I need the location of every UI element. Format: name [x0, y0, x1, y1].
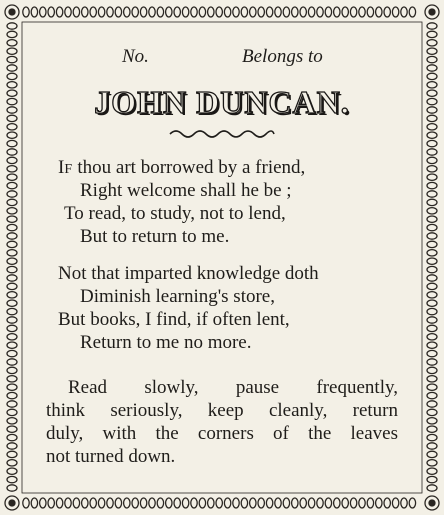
border-loop — [140, 498, 146, 508]
border-loop — [427, 485, 437, 491]
border-loop — [7, 241, 17, 247]
border-loop — [350, 498, 356, 508]
border-loop — [7, 292, 17, 298]
owner-name: JOHN DUNCAN. — [94, 84, 350, 120]
border-loop — [7, 73, 17, 79]
corner-rosette-center — [9, 500, 15, 506]
border-loop — [7, 275, 17, 281]
border-loop — [409, 498, 415, 508]
border-loop — [427, 65, 437, 71]
border-loop — [208, 498, 214, 508]
corner-rosette-center — [429, 9, 435, 15]
border-loop — [300, 7, 306, 17]
corner-rosette-center — [429, 500, 435, 506]
border-loop — [427, 40, 437, 46]
border-loop — [132, 498, 138, 508]
border-loop — [241, 7, 247, 17]
corner-rosette-center — [9, 9, 15, 15]
border-loop — [427, 82, 437, 88]
border-loop — [427, 56, 437, 62]
border-loop — [376, 7, 382, 17]
border-loop — [427, 317, 437, 323]
border-loop — [23, 498, 29, 508]
border-loop — [427, 300, 437, 306]
border-loop — [7, 426, 17, 432]
border-loop — [258, 498, 264, 508]
border-loop — [427, 418, 437, 424]
small-caps-letter: F — [64, 162, 73, 177]
border-loop — [258, 7, 264, 17]
border-loop — [427, 350, 437, 356]
border-loop — [342, 498, 348, 508]
border-loop — [427, 132, 437, 138]
border-loop — [317, 498, 323, 508]
border-loop — [7, 56, 17, 62]
border-loop — [427, 258, 437, 264]
border-loop — [182, 7, 188, 17]
verse-2-line-3: But books, I find, if often lent, — [58, 309, 290, 330]
border-loop — [427, 266, 437, 272]
verse-1-line-3: To read, to study, not to lend, — [64, 203, 286, 224]
border-loop — [48, 498, 54, 508]
border-loop — [266, 7, 272, 17]
border-loop — [427, 392, 437, 398]
border-loop — [7, 418, 17, 424]
border-loop — [140, 7, 146, 17]
border-loop — [7, 376, 17, 382]
border-loop — [7, 132, 17, 138]
border-loop — [427, 334, 437, 340]
border-loop — [427, 308, 437, 314]
border-loop — [427, 241, 437, 247]
border-loop — [427, 476, 437, 482]
border-loop — [233, 7, 239, 17]
border-loop — [334, 498, 340, 508]
border-loop — [199, 498, 205, 508]
border-loop — [115, 7, 121, 17]
border-loop — [191, 498, 197, 508]
border-loop — [427, 208, 437, 214]
border-loop — [7, 359, 17, 365]
border-loop — [427, 174, 437, 180]
border-loop — [149, 7, 155, 17]
border-loop — [334, 7, 340, 17]
border-loop — [7, 367, 17, 373]
border-loop — [359, 498, 365, 508]
border-loop — [392, 7, 398, 17]
belongs-to-label: Belongs to — [242, 46, 323, 67]
border-loop — [174, 7, 180, 17]
border-loop — [124, 7, 130, 17]
border-loop — [73, 498, 79, 508]
border-loop — [7, 392, 17, 398]
border-loop — [308, 498, 314, 508]
border-loop — [31, 498, 37, 508]
border-loop — [7, 98, 17, 104]
border-loop — [283, 7, 289, 17]
border-loop — [427, 224, 437, 230]
verse-1-line-1 — [58, 156, 305, 181]
border-loop — [56, 498, 62, 508]
border-loop — [7, 115, 17, 121]
border-loop — [427, 73, 437, 79]
verse-1-line-4: But to return to me. — [80, 226, 230, 247]
border-loop — [40, 7, 46, 17]
border-loop — [427, 426, 437, 432]
border-loop — [7, 157, 17, 163]
border-loop — [427, 359, 437, 365]
border-loop — [427, 451, 437, 457]
border-loop — [409, 7, 415, 17]
border-loop — [325, 7, 331, 17]
border-loop — [427, 182, 437, 188]
border-loop — [427, 325, 437, 331]
border-loop — [182, 498, 188, 508]
border-loop — [224, 498, 230, 508]
border-loop — [7, 460, 17, 466]
border-loop — [7, 166, 17, 172]
border-loop — [427, 275, 437, 281]
border-loop — [427, 401, 437, 407]
border-loop — [7, 476, 17, 482]
border-loop — [7, 82, 17, 88]
border-loop — [283, 498, 289, 508]
border-loop — [107, 7, 113, 17]
border-loop — [427, 434, 437, 440]
border-loop — [7, 90, 17, 96]
border-loop — [427, 191, 437, 197]
border-loop — [157, 498, 163, 508]
border-loop — [7, 443, 17, 449]
border-loop — [216, 7, 222, 17]
border-loop — [427, 124, 437, 130]
border-loop — [166, 7, 172, 17]
border-loop — [90, 7, 96, 17]
header-line — [34, 46, 410, 70]
border-loop — [275, 498, 281, 508]
border-loop — [427, 367, 437, 373]
border-loop — [427, 31, 437, 37]
verse-2-line-4: Return to me no more. — [80, 332, 252, 353]
border-loop — [427, 216, 437, 222]
border-loop — [56, 7, 62, 17]
border-loop — [427, 342, 437, 348]
border-loop — [308, 7, 314, 17]
border-loop — [427, 283, 437, 289]
border-loop — [7, 191, 17, 197]
border-loop — [7, 140, 17, 146]
border-loop — [292, 498, 298, 508]
border-loop — [250, 7, 256, 17]
border-loop — [115, 498, 121, 508]
border-loop — [7, 107, 17, 113]
border-loop — [7, 149, 17, 155]
verse-1-line-1-rest: thou art borrowed by a friend, — [72, 157, 306, 178]
border-loop — [7, 300, 17, 306]
border-loop — [7, 182, 17, 188]
border-loop — [7, 250, 17, 256]
border-loop — [401, 498, 407, 508]
border-loop — [427, 376, 437, 382]
border-loop — [427, 468, 437, 474]
bookplate-content — [34, 34, 410, 480]
border-loop — [157, 7, 163, 17]
precept-line-1: Read slowly, pause frequently, — [68, 377, 398, 398]
border-loop — [7, 468, 17, 474]
border-loop — [73, 7, 79, 17]
border-loop — [174, 498, 180, 508]
border-loop — [7, 40, 17, 46]
border-loop — [7, 124, 17, 130]
border-loop — [233, 498, 239, 508]
border-loop — [241, 498, 247, 508]
border-loop — [149, 498, 155, 508]
border-loop — [23, 7, 29, 17]
border-loop — [48, 7, 54, 17]
border-loop — [342, 7, 348, 17]
border-loop — [31, 7, 37, 17]
border-loop — [275, 7, 281, 17]
border-loop — [65, 7, 71, 17]
border-loop — [216, 498, 222, 508]
border-loop — [427, 443, 437, 449]
border-loop — [224, 7, 230, 17]
border-loop — [7, 334, 17, 340]
precept-line-2: think seriously, keep cleanly, return — [46, 400, 398, 421]
border-loop — [7, 384, 17, 390]
border-loop — [250, 498, 256, 508]
border-loop — [392, 498, 398, 508]
border-loop — [325, 498, 331, 508]
border-loop — [384, 7, 390, 17]
border-loop — [427, 384, 437, 390]
border-loop — [7, 208, 17, 214]
border-loop — [65, 498, 71, 508]
border-loop — [427, 157, 437, 163]
border-loop — [208, 7, 214, 17]
border-loop — [427, 115, 437, 121]
border-loop — [427, 166, 437, 172]
border-loop — [367, 498, 373, 508]
border-loop — [98, 7, 104, 17]
border-loop — [7, 266, 17, 272]
border-loop — [7, 350, 17, 356]
border-loop — [7, 258, 17, 264]
border-loop — [427, 233, 437, 239]
border-loop — [376, 498, 382, 508]
wavy-divider — [168, 128, 276, 140]
border-loop — [427, 292, 437, 298]
border-loop — [107, 498, 113, 508]
border-loop — [266, 498, 272, 508]
border-loop — [7, 48, 17, 54]
precept-line-4: not turned down. — [46, 446, 176, 467]
border-loop — [427, 460, 437, 466]
border-loop — [427, 48, 437, 54]
border-loop — [359, 7, 365, 17]
border-loop — [7, 174, 17, 180]
border-loop — [427, 149, 437, 155]
border-loop — [82, 498, 88, 508]
border-loop — [132, 7, 138, 17]
verse-1-line-2: Right welcome shall he be ; — [80, 180, 292, 201]
border-loop — [292, 7, 298, 17]
border-loop — [427, 98, 437, 104]
border-loop — [317, 7, 323, 17]
border-loop — [7, 401, 17, 407]
border-loop — [7, 485, 17, 491]
precept-line-3: duly, with the corners of the leaves — [46, 423, 398, 444]
border-loop — [7, 23, 17, 29]
border-loop — [427, 140, 437, 146]
border-loop — [7, 65, 17, 71]
border-loop — [300, 498, 306, 508]
border-loop — [427, 250, 437, 256]
border-loop — [7, 31, 17, 37]
border-loop — [191, 7, 197, 17]
border-loop — [124, 498, 130, 508]
border-loop — [7, 199, 17, 205]
verse-2-line-1: Not that imparted knowledge doth — [58, 263, 319, 284]
border-loop — [7, 224, 17, 230]
drop-letter: I — [58, 157, 65, 178]
border-loop — [7, 409, 17, 415]
number-label: No. — [122, 46, 149, 67]
border-loop — [7, 434, 17, 440]
border-loop — [427, 90, 437, 96]
border-loop — [427, 199, 437, 205]
border-loop — [7, 233, 17, 239]
verse-2-line-2: Diminish learning's store, — [80, 286, 275, 307]
border-loop — [7, 325, 17, 331]
border-loop — [199, 7, 205, 17]
border-loop — [350, 7, 356, 17]
border-loop — [90, 498, 96, 508]
border-loop — [384, 498, 390, 508]
border-loop — [7, 317, 17, 323]
border-loop — [367, 7, 373, 17]
border-loop — [7, 308, 17, 314]
border-loop — [98, 498, 104, 508]
border-loop — [7, 283, 17, 289]
border-loop — [7, 216, 17, 222]
border-loop — [40, 498, 46, 508]
border-loop — [166, 498, 172, 508]
reading-precept — [46, 376, 398, 468]
border-loop — [427, 23, 437, 29]
border-loop — [82, 7, 88, 17]
border-loop — [427, 409, 437, 415]
border-loop — [427, 107, 437, 113]
border-loop — [7, 342, 17, 348]
border-loop — [7, 451, 17, 457]
border-loop — [401, 7, 407, 17]
